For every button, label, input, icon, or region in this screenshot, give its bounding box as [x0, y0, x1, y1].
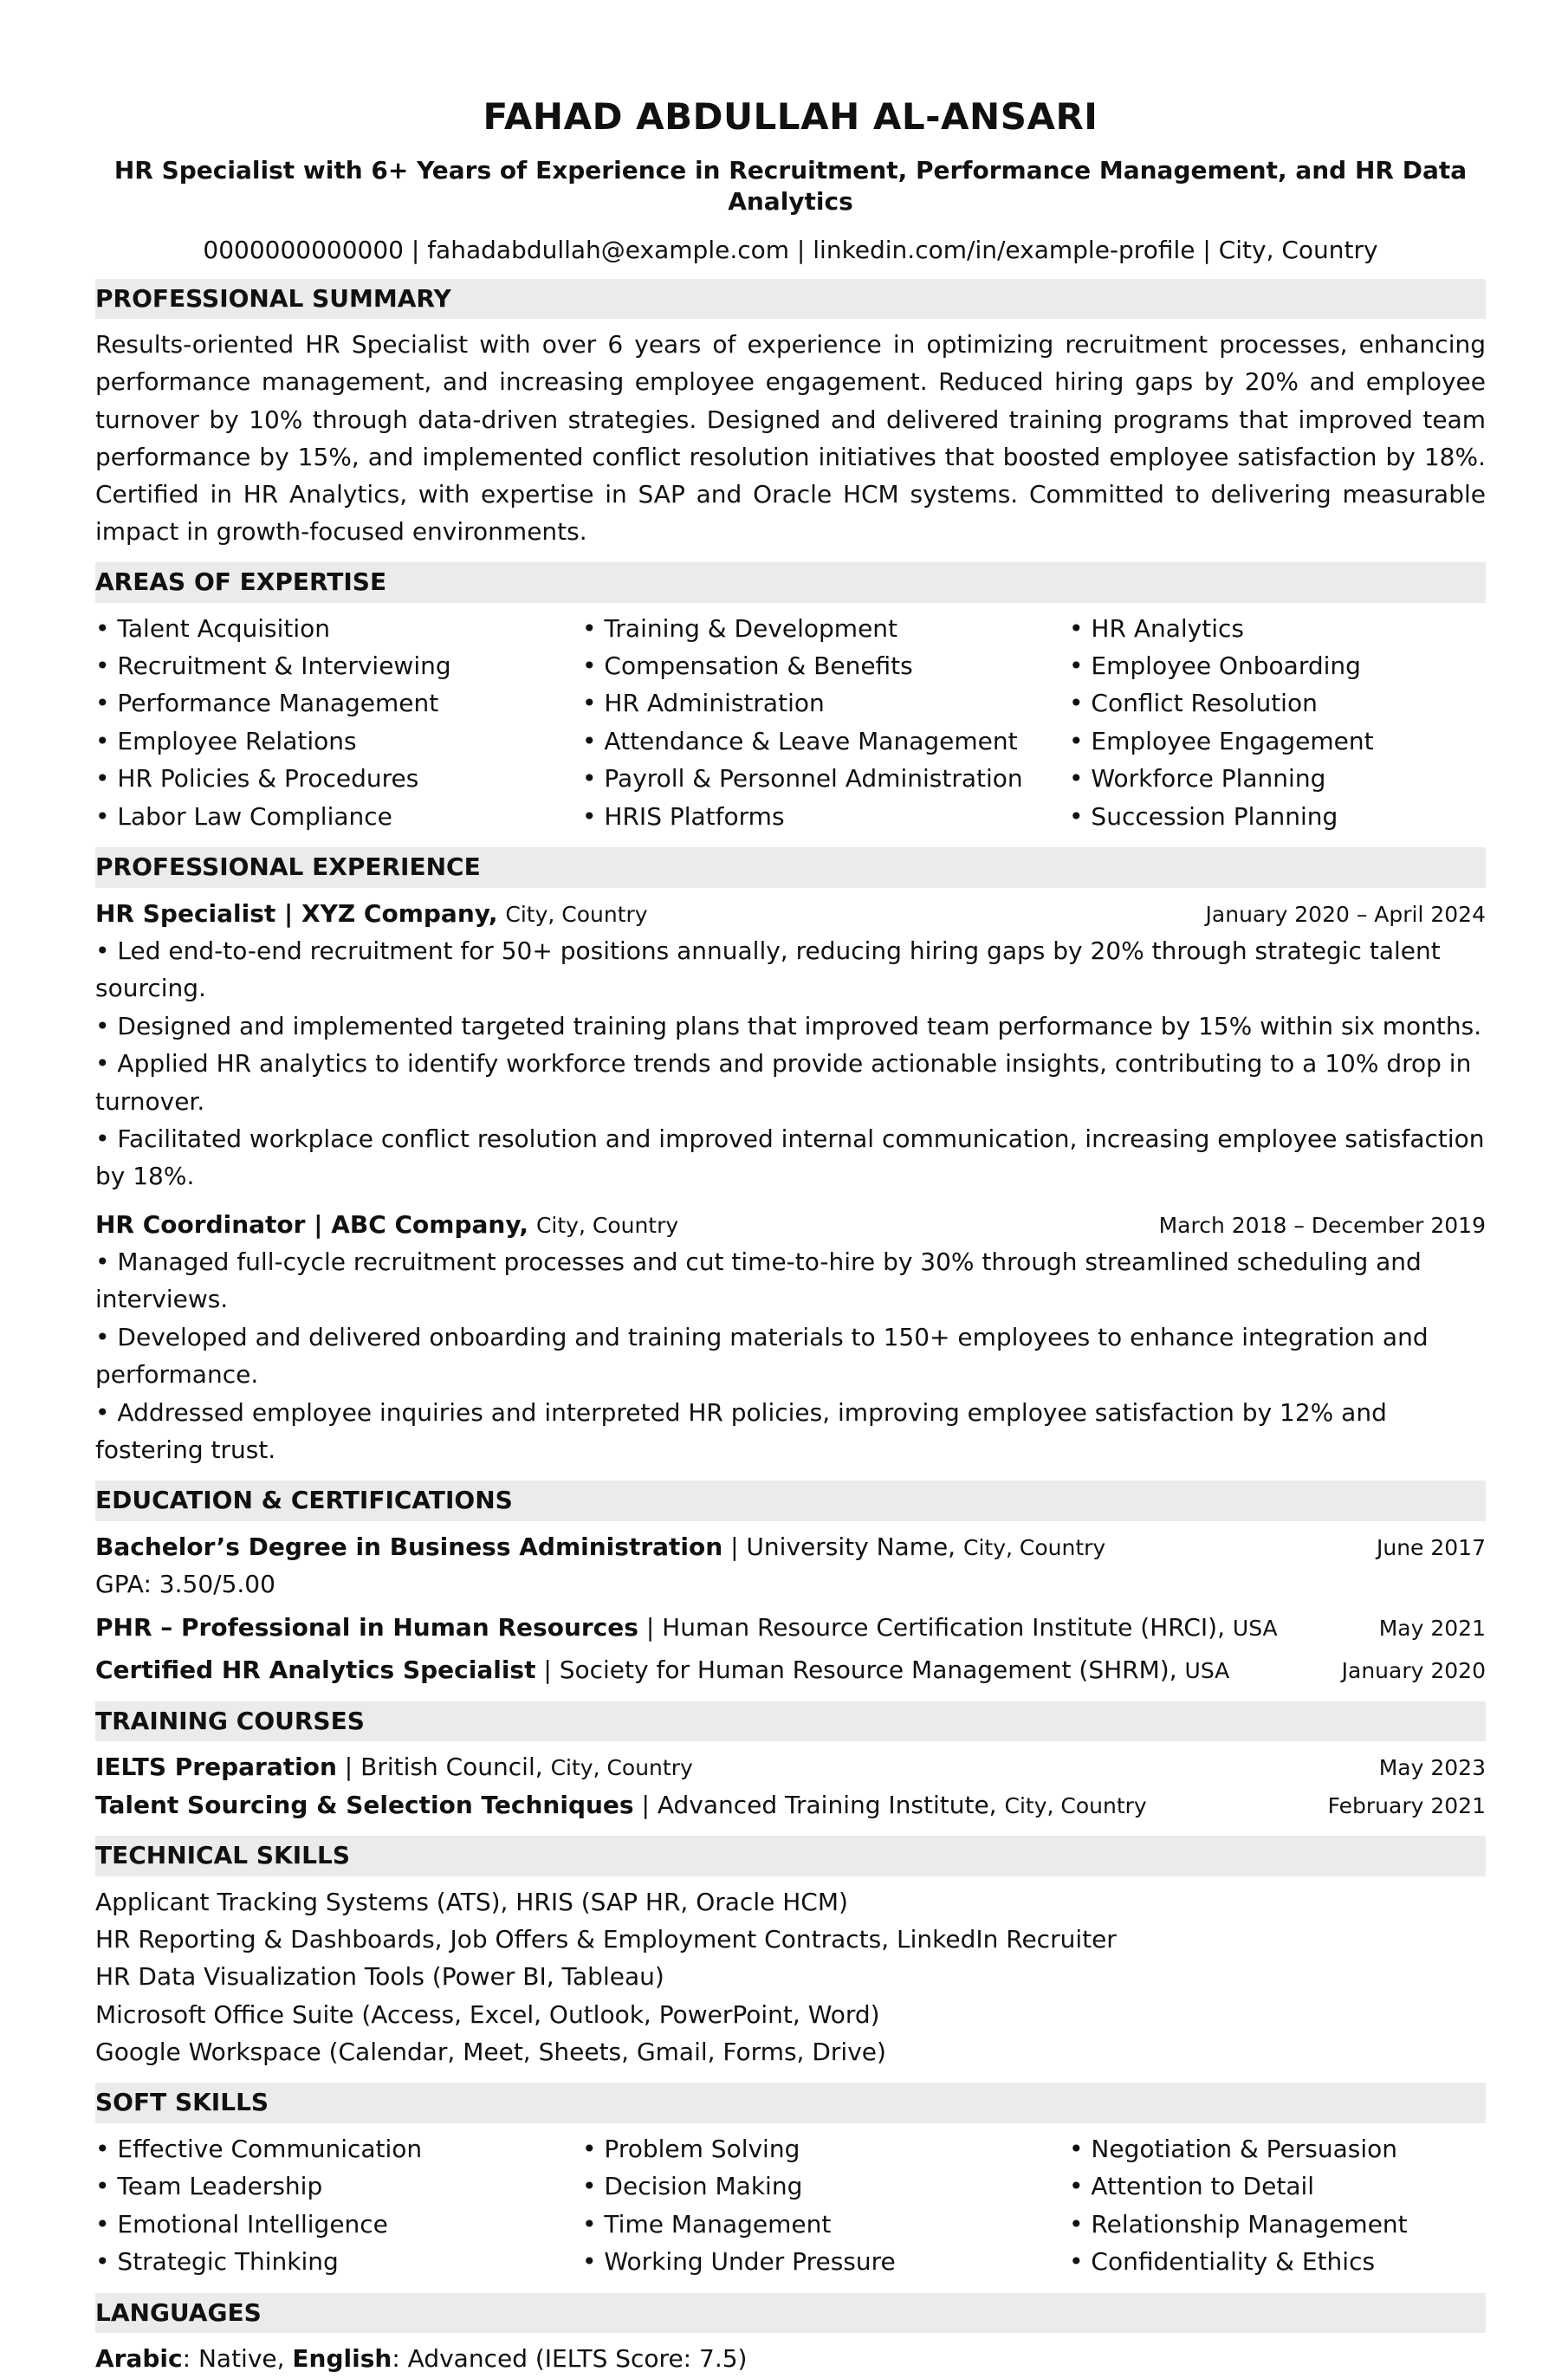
expertise-item: • Employee Onboarding [1069, 647, 1486, 684]
job-dates: January 2020 – April 2024 [1205, 901, 1486, 927]
language-level: : Advanced (IELTS Score: 7.5) [392, 2344, 748, 2374]
expertise-item: • Employee Engagement [1069, 722, 1486, 760]
job-bullet: • Developed and delivered onboarding and training materials to 150+ employees to enhance integration and performance. [95, 1319, 1486, 1394]
education-section [95, 1481, 1486, 1688]
training-location: City, Country [1004, 1792, 1147, 1818]
language-name: Arabic [95, 2344, 183, 2374]
languages-section [95, 2293, 1486, 2378]
technical-skill-line: Microsoft Office Suite (Access, Excel, Outlook, PowerPoint, Word) [95, 1999, 880, 2029]
training-section [95, 1701, 1486, 1824]
candidate-headline: HR Specialist with 6+ Years of Experience in Recruitment, Performance Management, and HR Data Analytics [113, 155, 1468, 216]
training-location: City, Country [550, 1755, 693, 1781]
expertise-item: • HR Administration [582, 684, 1069, 722]
job-bullet: • Applied HR analytics to identify workforce trends and provide actionable insights, contributing to a 10% drop in turnover. [95, 1045, 1486, 1120]
training-date: February 2021 [1327, 1792, 1486, 1818]
experience-heading: PROFESSIONAL EXPERIENCE [95, 847, 1486, 888]
job-header [95, 895, 1486, 932]
summary-section [95, 279, 1486, 550]
expertise-item: • Recruitment & Interviewing [95, 647, 582, 684]
education-org: | University Name, [722, 1532, 956, 1561]
soft-skill-item: • Effective Communication [95, 2130, 582, 2167]
education-location: City, Country [962, 1535, 1106, 1560]
expertise-item: • Attendance & Leave Management [582, 722, 1069, 760]
summary-heading: PROFESSIONAL SUMMARY [95, 279, 1486, 320]
contact-line: 0000000000000 | fahadabdullah@example.com | linkedin.com/in/example-profile | City, Country [203, 236, 1378, 265]
language-level: : Native, [182, 2344, 293, 2374]
education-org: | Society for Human Resource Management (SHRM), [535, 1656, 1177, 1685]
education-name: Certified HR Analytics Specialist [95, 1656, 536, 1685]
expertise-item: • HR Policies & Procedures [95, 760, 582, 797]
training-name: Talent Sourcing & Selection Techniques [95, 1790, 634, 1819]
expertise-item: • HR Analytics [1069, 610, 1486, 647]
education-entry [95, 1609, 1486, 1646]
technical-skill-line: Applicant Tracking Systems (ATS), HRIS (SAP HR, Oracle HCM) [95, 1887, 848, 1916]
training-name: IELTS Preparation [95, 1753, 337, 1782]
training-entry [95, 1748, 1486, 1785]
job-role: HR Coordinator | ABC Company, [95, 1209, 529, 1239]
soft-skill-item: • Strategic Thinking [95, 2243, 582, 2280]
soft-skill-item: • Decision Making [582, 2167, 1069, 2205]
education-name: PHR – Professional in Human Resources [95, 1612, 638, 1642]
experience-section [95, 847, 1486, 1468]
education-date: January 2020 [1341, 1658, 1486, 1684]
soft-skill-item: • Negotiation & Persuasion [1069, 2130, 1486, 2167]
job-location: City, Country [505, 901, 648, 927]
soft-skill-item: • Emotional Intelligence [95, 2206, 582, 2243]
soft-skill-item: • Time Management [582, 2206, 1069, 2243]
education-entry [95, 1528, 1486, 1604]
job-dates: March 2018 – December 2019 [1158, 1212, 1486, 1238]
education-date: June 2017 [1376, 1535, 1486, 1560]
technical-heading: TECHNICAL SKILLS [95, 1836, 1486, 1876]
job-bullet: • Facilitated workplace conflict resolution and improved internal communication, increasing employee satisfaction by 18%. [95, 1120, 1486, 1195]
expertise-item: • Training & Development [582, 610, 1069, 647]
languages-heading: LANGUAGES [95, 2293, 1486, 2334]
soft-skills-list [95, 2130, 1486, 2281]
soft-skills-section [95, 2083, 1486, 2280]
languages-line [95, 2340, 1486, 2377]
soft-skill-item: • Confidentiality & Ethics [1069, 2243, 1486, 2280]
expertise-item: • Compensation & Benefits [582, 647, 1069, 684]
education-gpa: GPA: 3.50/5.00 [95, 1570, 275, 1599]
job-entry [95, 895, 1486, 1195]
job-bullet: • Led end-to-end recruitment for 50+ positions annually, reducing hiring gaps by 20% through strategic talent sourcing. [95, 932, 1486, 1008]
expertise-item: • Employee Relations [95, 722, 582, 760]
expertise-item: • Succession Planning [1069, 798, 1486, 835]
training-org: | Advanced Training Institute, [633, 1790, 997, 1819]
soft-skill-item: • Attention to Detail [1069, 2167, 1486, 2205]
soft-skill-item: • Working Under Pressure [582, 2243, 1069, 2280]
job-header [95, 1206, 1486, 1243]
job-entry [95, 1206, 1486, 1469]
education-org: | Human Resource Certification Institute (HRCI), [638, 1612, 1225, 1642]
expertise-item: • Talent Acquisition [95, 610, 582, 647]
technical-skill-line: Google Workspace (Calendar, Meet, Sheets, Gmail, Forms, Drive) [95, 2038, 886, 2067]
education-heading: EDUCATION & CERTIFICATIONS [95, 1481, 1486, 1521]
education-location: USA [1184, 1658, 1230, 1684]
training-heading: TRAINING COURSES [95, 1701, 1486, 1742]
expertise-section [95, 562, 1486, 835]
education-date: May 2021 [1378, 1615, 1486, 1641]
expertise-item: • Performance Management [95, 684, 582, 722]
technical-skill-line: HR Reporting & Dashboards, Job Offers & Employment Contracts, LinkedIn Recruiter [95, 1924, 1117, 1954]
training-date: May 2023 [1378, 1755, 1486, 1781]
expertise-heading: AREAS OF EXPERTISE [95, 562, 1486, 603]
soft-skills-heading: SOFT SKILLS [95, 2083, 1486, 2123]
soft-skill-item: • Team Leadership [95, 2167, 582, 2205]
training-org: | British Council, [336, 1753, 543, 1782]
education-name: Bachelor’s Degree in Business Administration [95, 1532, 723, 1561]
expertise-item: • Labor Law Compliance [95, 798, 582, 835]
expertise-list [95, 610, 1486, 835]
training-entry [95, 1786, 1486, 1824]
summary-text: Results-oriented HR Specialist with over 6 years of experience in optimizing recruitment processes, enhancing performance management, and increasing employee engagement. Reduced hiring gaps by 20% and employee turnover by 10% through data-driven strategies. Designed and delivered training programs that improved team performance by 15%, and implemented conflict resolution initiatives that boosted employee satisfaction by 18%. Certified in HR Analytics, with expertise in SAP and Oracle HCM systems. Committed to delivering measurable impact in growth-focused environments. [95, 330, 1486, 546]
technical-skill-line: HR Data Visualization Tools (Power BI, Tableau) [95, 1962, 664, 1992]
education-location: USA [1232, 1615, 1278, 1641]
language-name: English [292, 2344, 392, 2374]
expertise-item: • HRIS Platforms [582, 798, 1069, 835]
education-entry [95, 1651, 1486, 1688]
job-bullet: • Addressed employee inquiries and interpreted HR policies, improving employee satisfaction by 12% and fostering trust. [95, 1394, 1486, 1469]
soft-skill-item: • Problem Solving [582, 2130, 1069, 2167]
expertise-item: • Conflict Resolution [1069, 684, 1486, 722]
expertise-item: • Payroll & Personnel Administration [582, 760, 1069, 797]
job-role: HR Specialist | XYZ Company, [95, 898, 498, 928]
technical-section [95, 1836, 1486, 2071]
soft-skill-item: • Relationship Management [1069, 2206, 1486, 2243]
expertise-item: • Workforce Planning [1069, 760, 1486, 797]
job-bullet: • Managed full-cycle recruitment processes and cut time-to-hire by 30% through streamlined scheduling and interviews. [95, 1243, 1486, 1319]
job-location: City, Country [535, 1212, 679, 1238]
job-bullet: • Designed and implemented targeted training plans that improved team performance by 15% within six months. [95, 1008, 1486, 1045]
candidate-name: FAHAD ABDULLAH AL-ANSARI [483, 95, 1098, 138]
